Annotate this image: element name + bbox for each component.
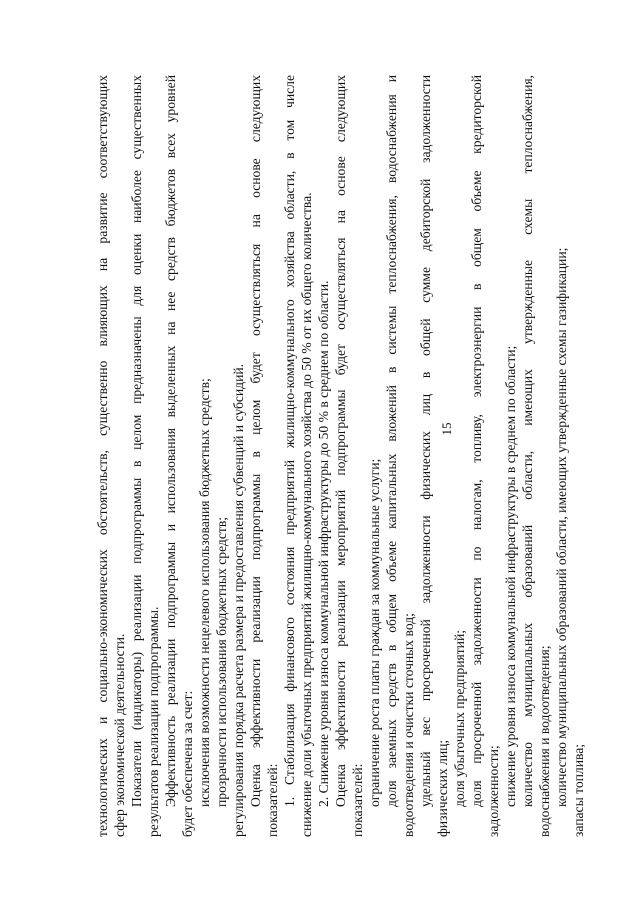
text-line: количество муниципальных образований области, имеющих утвержденные схемы газификации; <box>554 247 569 807</box>
text-line: количество муниципальных образований области, имеющих утвержденные схемы теплоснабжения, <box>520 75 535 807</box>
text-line: будет обеспечена за счет: <box>180 690 195 837</box>
text-line: 1. Стабилизация финансового состояния предприятий жилищно-коммунального хозяйства области, в том числе <box>282 75 297 807</box>
text-line: прозрачности использования бюджетных средств; <box>214 516 229 807</box>
text-line: Показатели (индикаторы) реализации подпрограммы в целом предназначены для оценки наиболее существенных <box>129 75 144 807</box>
text-line: показателей: <box>265 763 280 837</box>
text-line: снижение доли убыточных предприятий жилищно-коммунального хозяйства до 50 % от их общего количества. <box>299 192 314 837</box>
text-line: доля убыточных предприятий; <box>452 630 467 807</box>
text-line: ограничение роста платы граждан за коммунальные услуги; <box>367 458 382 807</box>
text-line: показателей: <box>350 763 365 837</box>
document-body <box>95 67 615 837</box>
text-line: запасы топлива; <box>571 743 586 837</box>
text-line: 2. Снижение уровня износа коммунальной инфраструктуры до 50 % в среднем по области. <box>316 280 331 807</box>
text-line: доля заемных средств в общем объеме капитальных вложений в системы теплоснабжения, водоснабжения и <box>384 75 399 807</box>
text-line: исключения возможности нецелевого использования бюджетных средств; <box>197 378 212 807</box>
text-line: регулирования порядка расчета размера и предоставления субвенций и субсидий. <box>231 363 246 837</box>
text-line: технологических и социально-экономических обстоятельств, существенно влияющих на развитие соответствующих <box>95 75 110 837</box>
text-line: Оценка эффективности реализации подпрограммы в целом будет осуществляться на основе следующих <box>248 75 263 807</box>
text-line: Эффективность реализации подпрограммы и использования выделенных на нее средств бюджетов всех уровней <box>163 75 178 807</box>
text-line: доля просроченной задолженности по налогам, топливу, электроэнергии в общем объеме кредиторской <box>469 75 484 807</box>
page-number: 15 <box>439 422 454 436</box>
text-line: водоснабжения и водоотведения; <box>537 645 552 837</box>
text-line: физических лиц; <box>435 739 450 837</box>
text-line: Оценка эффективности реализации мероприятий подпрограммы будет осуществляться на основе следующих <box>333 75 348 807</box>
text-line: результатов реализации подпрограммы. <box>146 606 161 837</box>
text-line: удельный вес просроченной задолженности физических лиц в общей сумме дебиторской задолженности <box>418 75 433 807</box>
text-line: задолженности; <box>486 745 501 837</box>
text-line: снижение уровня износа коммунальной инфраструктуры в среднем по области; <box>503 345 518 807</box>
text-line: водоотведения и очистки сточных вод; <box>401 613 416 837</box>
text-line: сфер экономической деятельности. <box>112 633 127 837</box>
